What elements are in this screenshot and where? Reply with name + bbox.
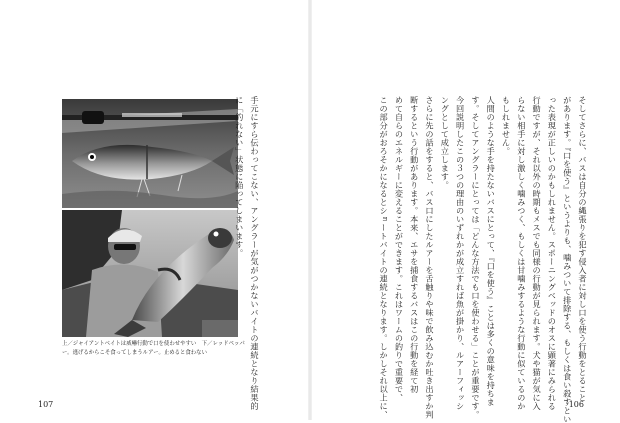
caption-line-1: 上／ジャイアントベイトは威嚇行動で口を使わせやすい 下／レッドペッパ — [62, 341, 245, 347]
giant-bait-photo — [62, 99, 238, 208]
text-column: 人間のような手を持たないバスにとって、『口を使う』ことは多くの意味を持ちま — [486, 96, 497, 407]
text-column: 行動ですが、それ以外の時期もメスでも同様の行動が見られます。犬や猫が気に入 — [532, 96, 543, 411]
page-number: 106 — [568, 400, 584, 409]
text-column: す。そしてアングラーにとっては「どんな方法でも口を使わせる」ことが重要です。 — [470, 96, 481, 419]
text-column: らない相手に対し激しく噛みつく、もしくは甘噛みするような行動に似ているのか — [516, 96, 527, 411]
page-number: 107 — [38, 400, 54, 409]
caption-line-2: ー。逃げるからこそ食ってしまうルアー。止めると食わない — [62, 350, 207, 356]
photo-caption — [62, 340, 245, 358]
text-column: に「釣れない」状態に陥ってしまいます。 — [234, 96, 245, 258]
left-page — [0, 0, 310, 420]
text-column: ングとして成立します。 — [440, 96, 451, 190]
angler-with-bass-photo — [62, 210, 238, 337]
text-column: もしれません。 — [501, 96, 512, 156]
left-body-text — [231, 96, 262, 411]
text-column: があります。『口を使う』というよりも、噛みついて排除する、もしくは食い殺すとい — [562, 96, 573, 423]
right-page — [310, 0, 620, 423]
text-column: 断するという行動があります。本来、エサを捕食するバスはこの行動を経て初 — [409, 96, 420, 394]
text-column: さらに先の話をすると、バス口にしたルアーを舌触りや味で飲み込むか吐き出すか判 — [425, 96, 436, 419]
text-column: 手元にすら伝わってこない、アングラーが気がつかないバイトの連続となり結果的 — [250, 96, 260, 411]
text-column: った表現が正しいのかもしれません。スポーニングベッドのオスに顕著にみられる — [547, 96, 558, 411]
text-column: この部分がおろそかになるとショートバイトの連続となります。しかしそれ以上に、 — [379, 96, 390, 419]
text-column: 今回説明したこの３つの理由のいずれかが成立すれば魚が掛かり、ルアーフィッシ — [455, 96, 466, 411]
text-column: めて自らのエネルギーに変えることができます。これはワームの釣りで重要で、 — [394, 96, 405, 402]
text-column: そしてさらに、バスは自分の縄張りを犯す侵入者に対し口を使う行動をとること — [578, 96, 588, 402]
